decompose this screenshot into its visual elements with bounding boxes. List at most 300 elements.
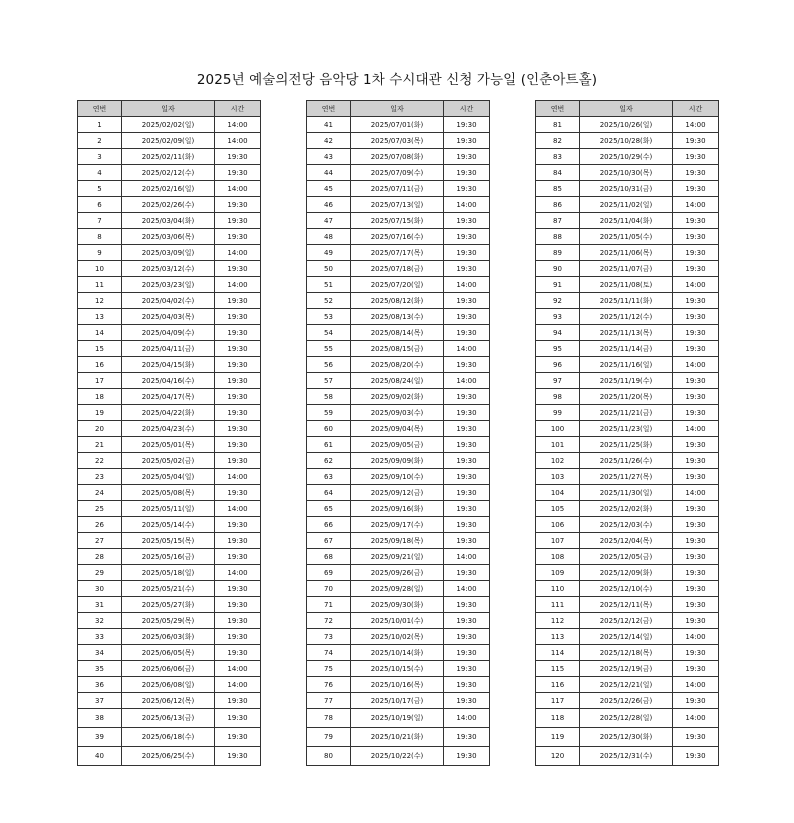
row-date: 2025/03/12(수) (122, 261, 215, 277)
row-time: 19:30 (215, 373, 261, 389)
row-date: 2025/07/13(일) (351, 197, 444, 213)
row-number: 32 (78, 613, 122, 629)
row-time: 19:30 (215, 693, 261, 709)
row-number: 45 (307, 181, 351, 197)
header-row (78, 101, 261, 117)
row-number: 47 (307, 213, 351, 229)
row-number: 72 (307, 613, 351, 629)
row-number: 10 (78, 261, 122, 277)
row-number: 65 (307, 501, 351, 517)
row-date: 2025/10/01(수) (351, 613, 444, 629)
row-date: 2025/09/05(금) (351, 437, 444, 453)
table-row (536, 747, 719, 766)
row-date: 2025/02/11(화) (122, 149, 215, 165)
table-row (78, 728, 261, 747)
table-row (536, 245, 719, 261)
row-time: 19:30 (673, 581, 719, 597)
row-time: 14:00 (215, 469, 261, 485)
row-time: 19:30 (673, 728, 719, 747)
row-date: 2025/11/23(일) (580, 421, 673, 437)
row-number: 17 (78, 373, 122, 389)
table-row (307, 709, 490, 728)
row-number: 36 (78, 677, 122, 693)
table-body (78, 117, 261, 766)
table-row (78, 677, 261, 693)
row-time: 14:00 (444, 709, 490, 728)
row-time: 19:30 (444, 405, 490, 421)
row-number: 30 (78, 581, 122, 597)
row-time: 19:30 (444, 181, 490, 197)
table-row (536, 661, 719, 677)
row-number: 50 (307, 261, 351, 277)
table-row (307, 565, 490, 581)
row-date: 2025/12/30(화) (580, 728, 673, 747)
table-row (536, 405, 719, 421)
row-date: 2025/11/20(목) (580, 389, 673, 405)
table-row (307, 309, 490, 325)
row-time: 19:30 (215, 581, 261, 597)
row-time: 19:30 (215, 309, 261, 325)
row-date: 2025/07/11(금) (351, 181, 444, 197)
row-date: 2025/07/08(화) (351, 149, 444, 165)
table-row (307, 485, 490, 501)
row-date: 2025/05/15(목) (122, 533, 215, 549)
row-date: 2025/03/09(일) (122, 245, 215, 261)
table-row (78, 747, 261, 766)
row-time: 19:30 (444, 629, 490, 645)
row-number: 75 (307, 661, 351, 677)
row-number: 81 (536, 117, 580, 133)
row-time: 14:00 (215, 133, 261, 149)
row-number: 92 (536, 293, 580, 309)
table-row (307, 117, 490, 133)
table-row (536, 149, 719, 165)
row-number: 120 (536, 747, 580, 766)
row-time: 19:30 (444, 133, 490, 149)
row-time: 19:30 (215, 453, 261, 469)
row-number: 34 (78, 645, 122, 661)
row-time: 19:30 (444, 613, 490, 629)
table-row (536, 677, 719, 693)
document-title: 2025년 예술의전당 음악당 1차 수시대관 신청 가능일 (인춘아트홀) (196, 72, 598, 88)
table-row (307, 293, 490, 309)
table-row (307, 389, 490, 405)
table-row (307, 261, 490, 277)
row-time: 19:30 (444, 728, 490, 747)
table-row (536, 597, 719, 613)
table-row (536, 533, 719, 549)
row-date: 2025/12/26(금) (580, 693, 673, 709)
row-time: 19:30 (215, 421, 261, 437)
row-time: 19:30 (215, 405, 261, 421)
schedule-table-3 (535, 100, 719, 766)
table-row (307, 469, 490, 485)
row-time: 19:30 (673, 693, 719, 709)
row-time: 19:30 (215, 645, 261, 661)
table-row (307, 533, 490, 549)
table-row (78, 341, 261, 357)
row-time: 19:30 (215, 517, 261, 533)
row-time: 19:30 (673, 533, 719, 549)
row-time: 19:30 (444, 565, 490, 581)
table-row (536, 357, 719, 373)
table-row (307, 549, 490, 565)
table-row (536, 629, 719, 645)
table-row (307, 693, 490, 709)
header-row (307, 101, 490, 117)
row-time: 19:30 (215, 533, 261, 549)
row-time: 19:30 (444, 421, 490, 437)
row-date: 2025/07/17(목) (351, 245, 444, 261)
row-number: 68 (307, 549, 351, 565)
row-date: 2025/11/11(화) (580, 293, 673, 309)
row-time: 19:30 (215, 549, 261, 565)
table-row (78, 597, 261, 613)
table-row (307, 197, 490, 213)
row-date: 2025/08/12(화) (351, 293, 444, 309)
table-row (536, 389, 719, 405)
row-date: 2025/12/09(화) (580, 565, 673, 581)
row-time: 19:30 (444, 309, 490, 325)
row-number: 91 (536, 277, 580, 293)
table-row (78, 197, 261, 213)
row-time: 19:30 (673, 437, 719, 453)
table-row (536, 277, 719, 293)
row-time: 19:30 (215, 197, 261, 213)
row-time: 19:30 (444, 597, 490, 613)
row-date: 2025/08/14(목) (351, 325, 444, 341)
table-row (78, 501, 261, 517)
row-time: 19:30 (444, 661, 490, 677)
row-number: 73 (307, 629, 351, 645)
row-time: 14:00 (215, 245, 261, 261)
row-time: 19:30 (215, 229, 261, 245)
table-row (78, 325, 261, 341)
row-date: 2025/09/16(화) (351, 501, 444, 517)
row-date: 2025/09/28(일) (351, 581, 444, 597)
row-date: 2025/06/13(금) (122, 709, 215, 728)
row-date: 2025/04/09(수) (122, 325, 215, 341)
row-number: 90 (536, 261, 580, 277)
table-row (307, 421, 490, 437)
row-number: 12 (78, 293, 122, 309)
row-time: 19:30 (444, 693, 490, 709)
row-date: 2025/04/17(목) (122, 389, 215, 405)
table-row (78, 661, 261, 677)
schedule-table-2 (306, 100, 490, 766)
row-date: 2025/07/01(화) (351, 117, 444, 133)
table-row (307, 613, 490, 629)
table-row (536, 469, 719, 485)
table-row (307, 728, 490, 747)
row-number: 79 (307, 728, 351, 747)
row-date: 2025/11/21(금) (580, 405, 673, 421)
row-time: 19:30 (215, 357, 261, 373)
row-date: 2025/09/12(금) (351, 485, 444, 501)
table-row (536, 517, 719, 533)
row-date: 2025/12/03(수) (580, 517, 673, 533)
row-number: 13 (78, 309, 122, 325)
row-date: 2025/07/16(수) (351, 229, 444, 245)
table-row (307, 645, 490, 661)
table-row (536, 229, 719, 245)
table-row (78, 133, 261, 149)
table-row (78, 117, 261, 133)
header-date: 일자 (122, 101, 215, 117)
row-date: 2025/07/20(일) (351, 277, 444, 293)
row-number: 94 (536, 325, 580, 341)
row-time: 14:00 (673, 709, 719, 728)
row-time: 19:30 (673, 213, 719, 229)
row-number: 67 (307, 533, 351, 549)
table-row (78, 613, 261, 629)
row-number: 64 (307, 485, 351, 501)
row-date: 2025/09/02(화) (351, 389, 444, 405)
row-time: 19:30 (444, 389, 490, 405)
row-time: 19:30 (673, 229, 719, 245)
row-date: 2025/10/21(화) (351, 728, 444, 747)
row-date: 2025/12/19(금) (580, 661, 673, 677)
table-row (536, 485, 719, 501)
row-time: 19:30 (444, 533, 490, 549)
header-time: 시간 (673, 101, 719, 117)
row-date: 2025/05/29(목) (122, 613, 215, 629)
table-row (78, 581, 261, 597)
row-number: 28 (78, 549, 122, 565)
row-time: 19:30 (215, 293, 261, 309)
row-date: 2025/02/02(일) (122, 117, 215, 133)
row-time: 19:30 (444, 517, 490, 533)
row-time: 14:00 (673, 629, 719, 645)
row-date: 2025/09/09(화) (351, 453, 444, 469)
table-row (78, 485, 261, 501)
row-date: 2025/11/08(토) (580, 277, 673, 293)
row-number: 102 (536, 453, 580, 469)
table-row (78, 565, 261, 581)
row-time: 19:30 (673, 501, 719, 517)
row-time: 14:00 (673, 277, 719, 293)
row-time: 19:30 (444, 293, 490, 309)
table-row (536, 133, 719, 149)
row-date: 2025/02/09(일) (122, 133, 215, 149)
row-time: 14:00 (673, 197, 719, 213)
table-row (78, 629, 261, 645)
row-number: 74 (307, 645, 351, 661)
row-number: 66 (307, 517, 351, 533)
table-row (536, 565, 719, 581)
table-row (78, 245, 261, 261)
row-date: 2025/10/29(수) (580, 149, 673, 165)
row-number: 8 (78, 229, 122, 245)
row-number: 71 (307, 597, 351, 613)
row-number: 54 (307, 325, 351, 341)
row-time: 19:30 (444, 229, 490, 245)
row-time: 19:30 (444, 437, 490, 453)
row-number: 52 (307, 293, 351, 309)
row-date: 2025/05/01(목) (122, 437, 215, 453)
table-row (78, 213, 261, 229)
row-number: 99 (536, 405, 580, 421)
row-time: 19:30 (673, 181, 719, 197)
row-date: 2025/09/04(목) (351, 421, 444, 437)
row-time: 19:30 (673, 661, 719, 677)
row-date: 2025/05/04(일) (122, 469, 215, 485)
row-number: 109 (536, 565, 580, 581)
row-number: 56 (307, 357, 351, 373)
row-time: 19:30 (215, 613, 261, 629)
row-date: 2025/11/25(화) (580, 437, 673, 453)
row-number: 37 (78, 693, 122, 709)
row-number: 59 (307, 405, 351, 421)
row-number: 6 (78, 197, 122, 213)
row-time: 14:00 (215, 677, 261, 693)
row-number: 26 (78, 517, 122, 533)
row-date: 2025/10/19(일) (351, 709, 444, 728)
row-time: 19:30 (215, 728, 261, 747)
row-number: 7 (78, 213, 122, 229)
row-number: 85 (536, 181, 580, 197)
table-row (307, 629, 490, 645)
table-row (78, 357, 261, 373)
table-row (536, 453, 719, 469)
row-date: 2025/02/16(일) (122, 181, 215, 197)
row-number: 4 (78, 165, 122, 181)
row-number: 19 (78, 405, 122, 421)
row-date: 2025/04/22(화) (122, 405, 215, 421)
row-time: 19:30 (673, 613, 719, 629)
row-number: 107 (536, 533, 580, 549)
row-time: 19:30 (673, 405, 719, 421)
row-date: 2025/06/08(일) (122, 677, 215, 693)
table-row (78, 229, 261, 245)
table-row (78, 389, 261, 405)
row-number: 63 (307, 469, 351, 485)
row-number: 48 (307, 229, 351, 245)
row-time: 19:30 (215, 437, 261, 453)
table-row (307, 597, 490, 613)
row-number: 14 (78, 325, 122, 341)
table-row (307, 277, 490, 293)
row-time: 19:30 (673, 373, 719, 389)
row-date: 2025/11/27(목) (580, 469, 673, 485)
row-number: 40 (78, 747, 122, 766)
table-row (78, 421, 261, 437)
table-row (307, 213, 490, 229)
row-number: 87 (536, 213, 580, 229)
row-number: 16 (78, 357, 122, 373)
table-row (536, 613, 719, 629)
row-date: 2025/04/03(목) (122, 309, 215, 325)
table-row (78, 469, 261, 485)
row-date: 2025/10/26(일) (580, 117, 673, 133)
row-time: 19:30 (444, 485, 490, 501)
table-row (536, 549, 719, 565)
row-date: 2025/04/11(금) (122, 341, 215, 357)
table-row (78, 149, 261, 165)
row-number: 96 (536, 357, 580, 373)
row-date: 2025/11/26(수) (580, 453, 673, 469)
row-date: 2025/12/11(목) (580, 597, 673, 613)
table-row (78, 549, 261, 565)
row-date: 2025/10/31(금) (580, 181, 673, 197)
row-number: 41 (307, 117, 351, 133)
table-row (78, 709, 261, 728)
row-time: 19:30 (673, 261, 719, 277)
row-date: 2025/04/02(수) (122, 293, 215, 309)
row-time: 19:30 (215, 747, 261, 766)
table-row (307, 453, 490, 469)
row-number: 70 (307, 581, 351, 597)
row-time: 19:30 (215, 165, 261, 181)
row-date: 2025/04/23(수) (122, 421, 215, 437)
table-row (78, 165, 261, 181)
table-row (536, 309, 719, 325)
row-date: 2025/10/16(목) (351, 677, 444, 693)
row-number: 98 (536, 389, 580, 405)
table-row (536, 373, 719, 389)
row-number: 111 (536, 597, 580, 613)
row-date: 2025/08/24(일) (351, 373, 444, 389)
table-row (307, 373, 490, 389)
row-date: 2025/11/16(일) (580, 357, 673, 373)
row-number: 117 (536, 693, 580, 709)
table-row (536, 437, 719, 453)
row-date: 2025/09/10(수) (351, 469, 444, 485)
schedule-table-1 (77, 100, 261, 766)
row-number: 51 (307, 277, 351, 293)
row-number: 119 (536, 728, 580, 747)
row-number: 57 (307, 373, 351, 389)
row-date: 2025/07/09(수) (351, 165, 444, 181)
row-time: 19:30 (673, 133, 719, 149)
row-number: 86 (536, 197, 580, 213)
table-row (307, 149, 490, 165)
row-date: 2025/10/28(화) (580, 133, 673, 149)
table-body (307, 117, 490, 766)
header-date: 일자 (580, 101, 673, 117)
row-number: 15 (78, 341, 122, 357)
row-date: 2025/07/03(목) (351, 133, 444, 149)
table-row (78, 405, 261, 421)
row-time: 19:30 (215, 597, 261, 613)
table-row (78, 517, 261, 533)
table-row (78, 373, 261, 389)
row-date: 2025/03/04(화) (122, 213, 215, 229)
row-date: 2025/09/30(화) (351, 597, 444, 613)
row-time: 19:30 (444, 149, 490, 165)
row-number: 42 (307, 133, 351, 149)
row-time: 19:30 (673, 453, 719, 469)
table-row (536, 261, 719, 277)
row-time: 19:30 (673, 293, 719, 309)
table-row (536, 728, 719, 747)
row-time: 19:30 (444, 453, 490, 469)
row-date: 2025/12/10(수) (580, 581, 673, 597)
row-number: 23 (78, 469, 122, 485)
row-date: 2025/08/13(수) (351, 309, 444, 325)
table-row (307, 747, 490, 766)
row-time: 14:00 (444, 341, 490, 357)
row-number: 106 (536, 517, 580, 533)
row-time: 19:30 (673, 149, 719, 165)
table-row (307, 325, 490, 341)
row-time: 19:30 (673, 549, 719, 565)
row-date: 2025/06/05(목) (122, 645, 215, 661)
row-time: 14:00 (673, 421, 719, 437)
row-date: 2025/06/06(금) (122, 661, 215, 677)
row-date: 2025/03/23(일) (122, 277, 215, 293)
table-row (307, 581, 490, 597)
